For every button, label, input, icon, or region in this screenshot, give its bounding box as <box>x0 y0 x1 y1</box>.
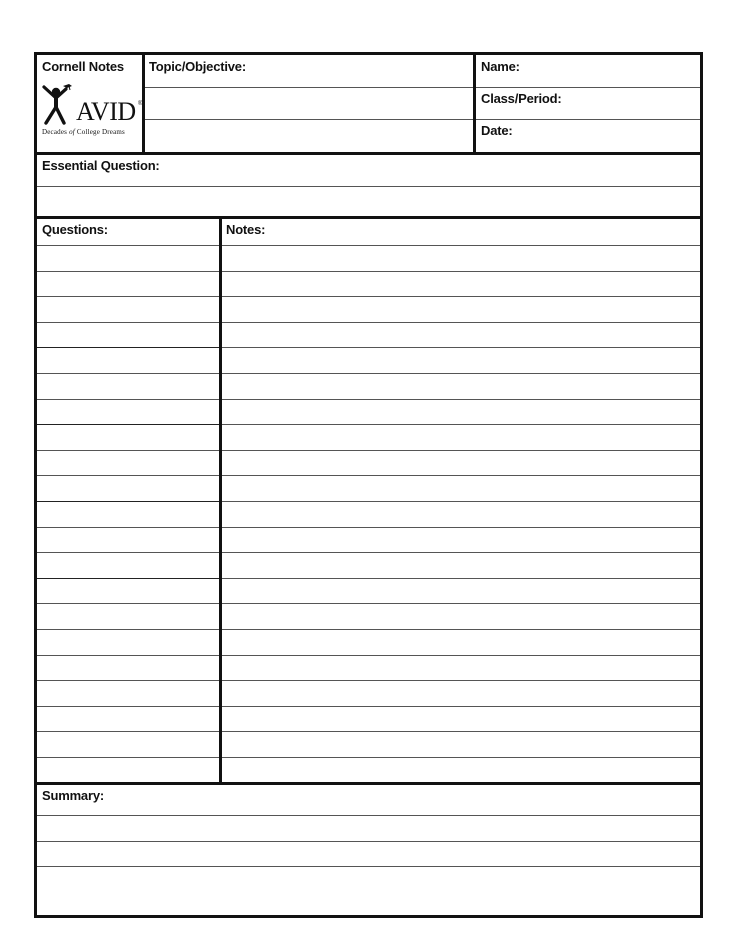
question-rule <box>37 450 219 451</box>
notes-rule <box>222 245 700 246</box>
question-rule <box>37 322 219 323</box>
header-divider-left <box>142 55 145 152</box>
notes-rule <box>222 322 700 323</box>
question-rule <box>37 296 219 297</box>
question-rule <box>37 629 219 630</box>
notes-rule <box>222 680 700 681</box>
topic-line-1 <box>145 87 473 88</box>
summary-rule <box>37 866 700 867</box>
question-rule <box>37 706 219 707</box>
header-divider-right <box>473 55 476 152</box>
notes-rule <box>222 757 700 758</box>
question-rule <box>37 475 219 476</box>
notes-rule <box>222 450 700 451</box>
notes-rule <box>222 424 700 425</box>
notes-rule <box>222 271 700 272</box>
avid-logo <box>42 83 142 143</box>
essential-question-line <box>37 186 700 187</box>
notes-rule <box>222 475 700 476</box>
name-line <box>476 87 700 88</box>
question-rule <box>37 680 219 681</box>
topic-objective-label: Topic/Objective: <box>149 59 246 74</box>
cornell-notes-title: Cornell Notes <box>42 59 124 74</box>
cornell-notes-sheet <box>34 52 703 918</box>
avid-wordmark: AVID <box>76 97 136 126</box>
notes-rule <box>222 527 700 528</box>
notes-rule <box>222 578 700 579</box>
notes-rule <box>222 399 700 400</box>
class-period-line <box>476 119 700 120</box>
question-rule <box>37 399 219 400</box>
summary-rule <box>37 815 700 816</box>
summary-label: Summary: <box>42 788 104 803</box>
question-rule <box>37 757 219 758</box>
notes-rule <box>222 347 700 348</box>
essential-question-bottom-border <box>37 216 700 219</box>
question-rule <box>37 424 219 425</box>
summary-rule <box>37 841 700 842</box>
registered-mark: ® <box>138 101 143 107</box>
header-bottom-border <box>37 152 700 155</box>
class-period-label: Class/Period: <box>481 91 562 106</box>
question-rule <box>37 347 219 348</box>
avid-tagline: Decades of College Dreams <box>42 128 125 136</box>
notes-rule <box>222 296 700 297</box>
date-label: Date: <box>481 123 513 138</box>
question-rule <box>37 501 219 502</box>
notes-rule <box>222 373 700 374</box>
essential-question-label: Essential Question: <box>42 158 160 173</box>
questions-label: Questions: <box>42 222 108 237</box>
question-rule <box>37 603 219 604</box>
question-rule <box>37 552 219 553</box>
summary-top-border <box>37 782 700 785</box>
graduate-figure-icon <box>42 83 78 127</box>
question-rule <box>37 527 219 528</box>
name-label: Name: <box>481 59 520 74</box>
question-rule <box>37 271 219 272</box>
notes-rule <box>222 655 700 656</box>
notes-rule <box>222 501 700 502</box>
topic-line-2 <box>145 119 473 120</box>
question-rule <box>37 731 219 732</box>
notes-rule <box>222 706 700 707</box>
notes-label: Notes: <box>226 222 266 237</box>
notes-rule <box>222 552 700 553</box>
notes-rule <box>222 731 700 732</box>
notes-rule <box>222 629 700 630</box>
question-rule <box>37 655 219 656</box>
question-rule <box>37 245 219 246</box>
questions-notes-divider <box>219 218 222 782</box>
question-rule <box>37 578 219 579</box>
question-rule <box>37 373 219 374</box>
notes-rule <box>222 603 700 604</box>
